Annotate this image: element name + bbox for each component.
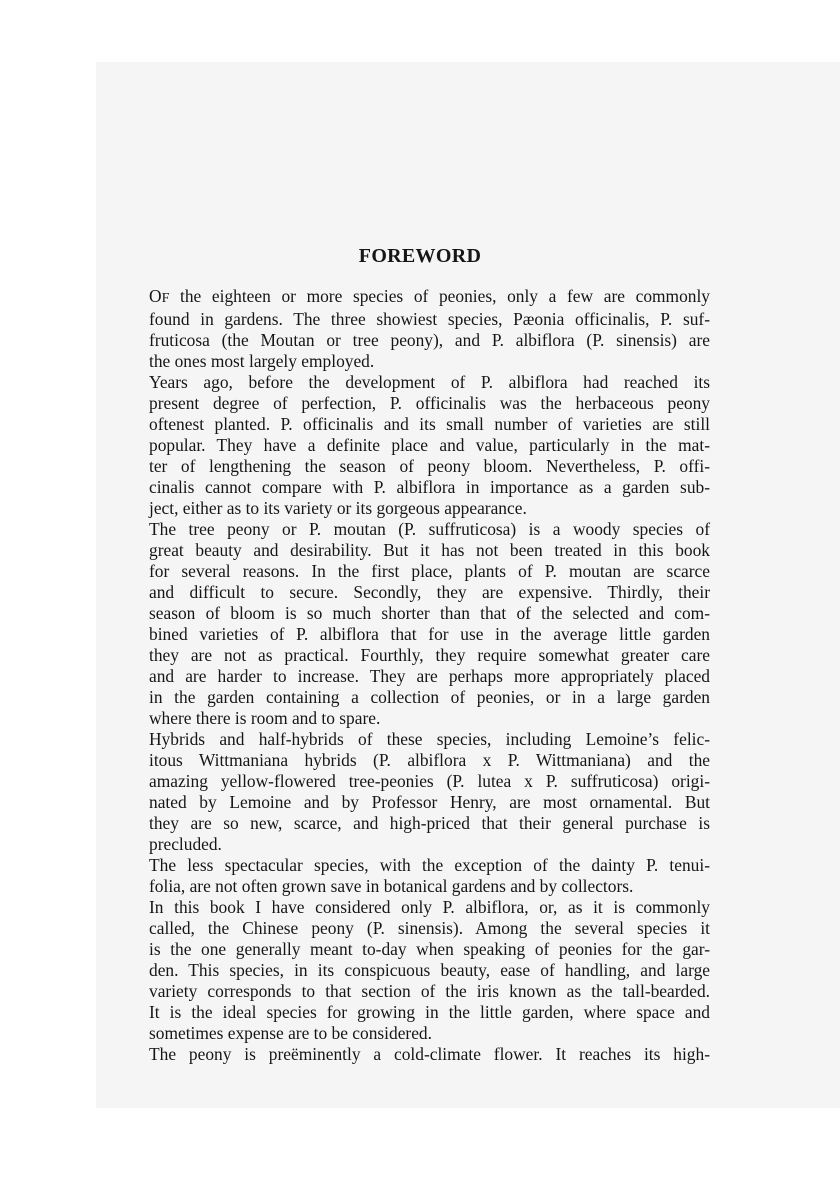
text-line: and are harder to increase. They are perhaps more appropriately placed <box>149 666 710 686</box>
text-line: cinalis cannot compare with P. albiflora in importance as a garden sub- <box>149 477 710 497</box>
text-line: amazing yellow-flowered tree-peonies (P. lutea x P. suffruticosa) origi- <box>149 771 710 791</box>
text-line: ject, either as to its variety or its gorgeous appearance. <box>149 498 527 518</box>
text-line: found in gardens. The three showiest species, Pæonia officinalis, P. suf- <box>149 309 710 329</box>
text-line: bined varieties of P. albiflora that for use in the average little garden <box>149 624 710 644</box>
text-line: in the garden containing a collection of peonies, or in a large garden <box>149 687 710 707</box>
initial-capital: O <box>149 286 162 306</box>
text-line: variety corresponds to that section of the iris known as the tall-bearded. <box>149 981 710 1001</box>
text-line: In this book I have considered only P. albiflora, or, as it is commonly <box>149 897 710 917</box>
chapter-heading: FOREWORD <box>358 245 482 267</box>
paragraph <box>130 286 710 372</box>
text-line: they are not as practical. Fourthly, they require somewhat greater care <box>149 645 710 665</box>
text-line: The peony is preëminently a cold-climate flower. It reaches its high- <box>149 1044 710 1064</box>
text-line: itous Wittmaniana hybrids (P. albiflora x P. Wittmaniana) and the <box>149 750 710 770</box>
text-line <box>130 286 710 309</box>
text-line: the ones most largely employed. <box>149 351 375 371</box>
text-line: great beauty and desirability. But it has not been treated in this book <box>149 540 710 560</box>
text-line: nated by Lemoine and by Professor Henry, are most ornamental. But <box>149 792 710 812</box>
text-line: Hybrids and half-hybrids of these species, including Lemoine’s felic- <box>149 729 710 749</box>
book-page <box>130 244 710 1065</box>
text-line: precluded. <box>149 834 222 854</box>
foreword-body <box>130 286 710 1065</box>
paragraph <box>130 855 710 897</box>
paragraph <box>130 897 710 1044</box>
text-line: ter of lengthening the season of peony bloom. Nevertheless, P. offi- <box>149 456 710 476</box>
text-line: is the one generally meant to-day when speaking of peonies for the gar- <box>149 939 710 959</box>
text-line: The less spectacular species, with the exception of the dainty P. tenui- <box>149 855 710 875</box>
line-text: the eighteen or more species of peonies, only a few are commonly <box>169 286 710 306</box>
text-line: sometimes expense are to be considered. <box>149 1023 432 1043</box>
small-caps: F <box>161 291 170 306</box>
text-line: present degree of perfection, P. officinalis was the herbaceous peony <box>149 393 710 413</box>
text-line: season of bloom is so much shorter than that of the selected and com- <box>149 603 710 623</box>
text-line: and difficult to secure. Secondly, they are expensive. Thirdly, their <box>149 582 710 602</box>
text-line: popular. They have a definite place and value, particularly in the mat- <box>149 435 710 455</box>
text-line: den. This species, in its conspicuous beauty, ease of handling, and large <box>149 960 710 980</box>
text-line: fruticosa (the Moutan or tree peony), and P. albiflora (P. sinensis) are <box>149 330 710 350</box>
text-line: they are so new, scarce, and high-priced that their general purchase is <box>149 813 710 833</box>
paragraph <box>130 729 710 855</box>
text-line: where there is room and to spare. <box>149 708 381 728</box>
text-line: The tree peony or P. moutan (P. suffruticosa) is a woody species of <box>149 519 710 539</box>
text-line: called, the Chinese peony (P. sinensis). Among the several species it <box>149 918 710 938</box>
text-line: folia, are not often grown save in botanical gardens and by collectors. <box>149 876 634 896</box>
text-line: for several reasons. In the first place, plants of P. moutan are scarce <box>149 561 710 581</box>
text-line: Years ago, before the development of P. albiflora had reached its <box>149 372 710 392</box>
paragraph <box>130 372 710 519</box>
paragraph <box>130 519 710 729</box>
text-line: It is the ideal species for growing in the little garden, where space and <box>149 1002 710 1022</box>
text-line: oftenest planted. P. officinalis and its small number of varieties are still <box>149 414 710 434</box>
paragraph <box>130 1044 710 1065</box>
